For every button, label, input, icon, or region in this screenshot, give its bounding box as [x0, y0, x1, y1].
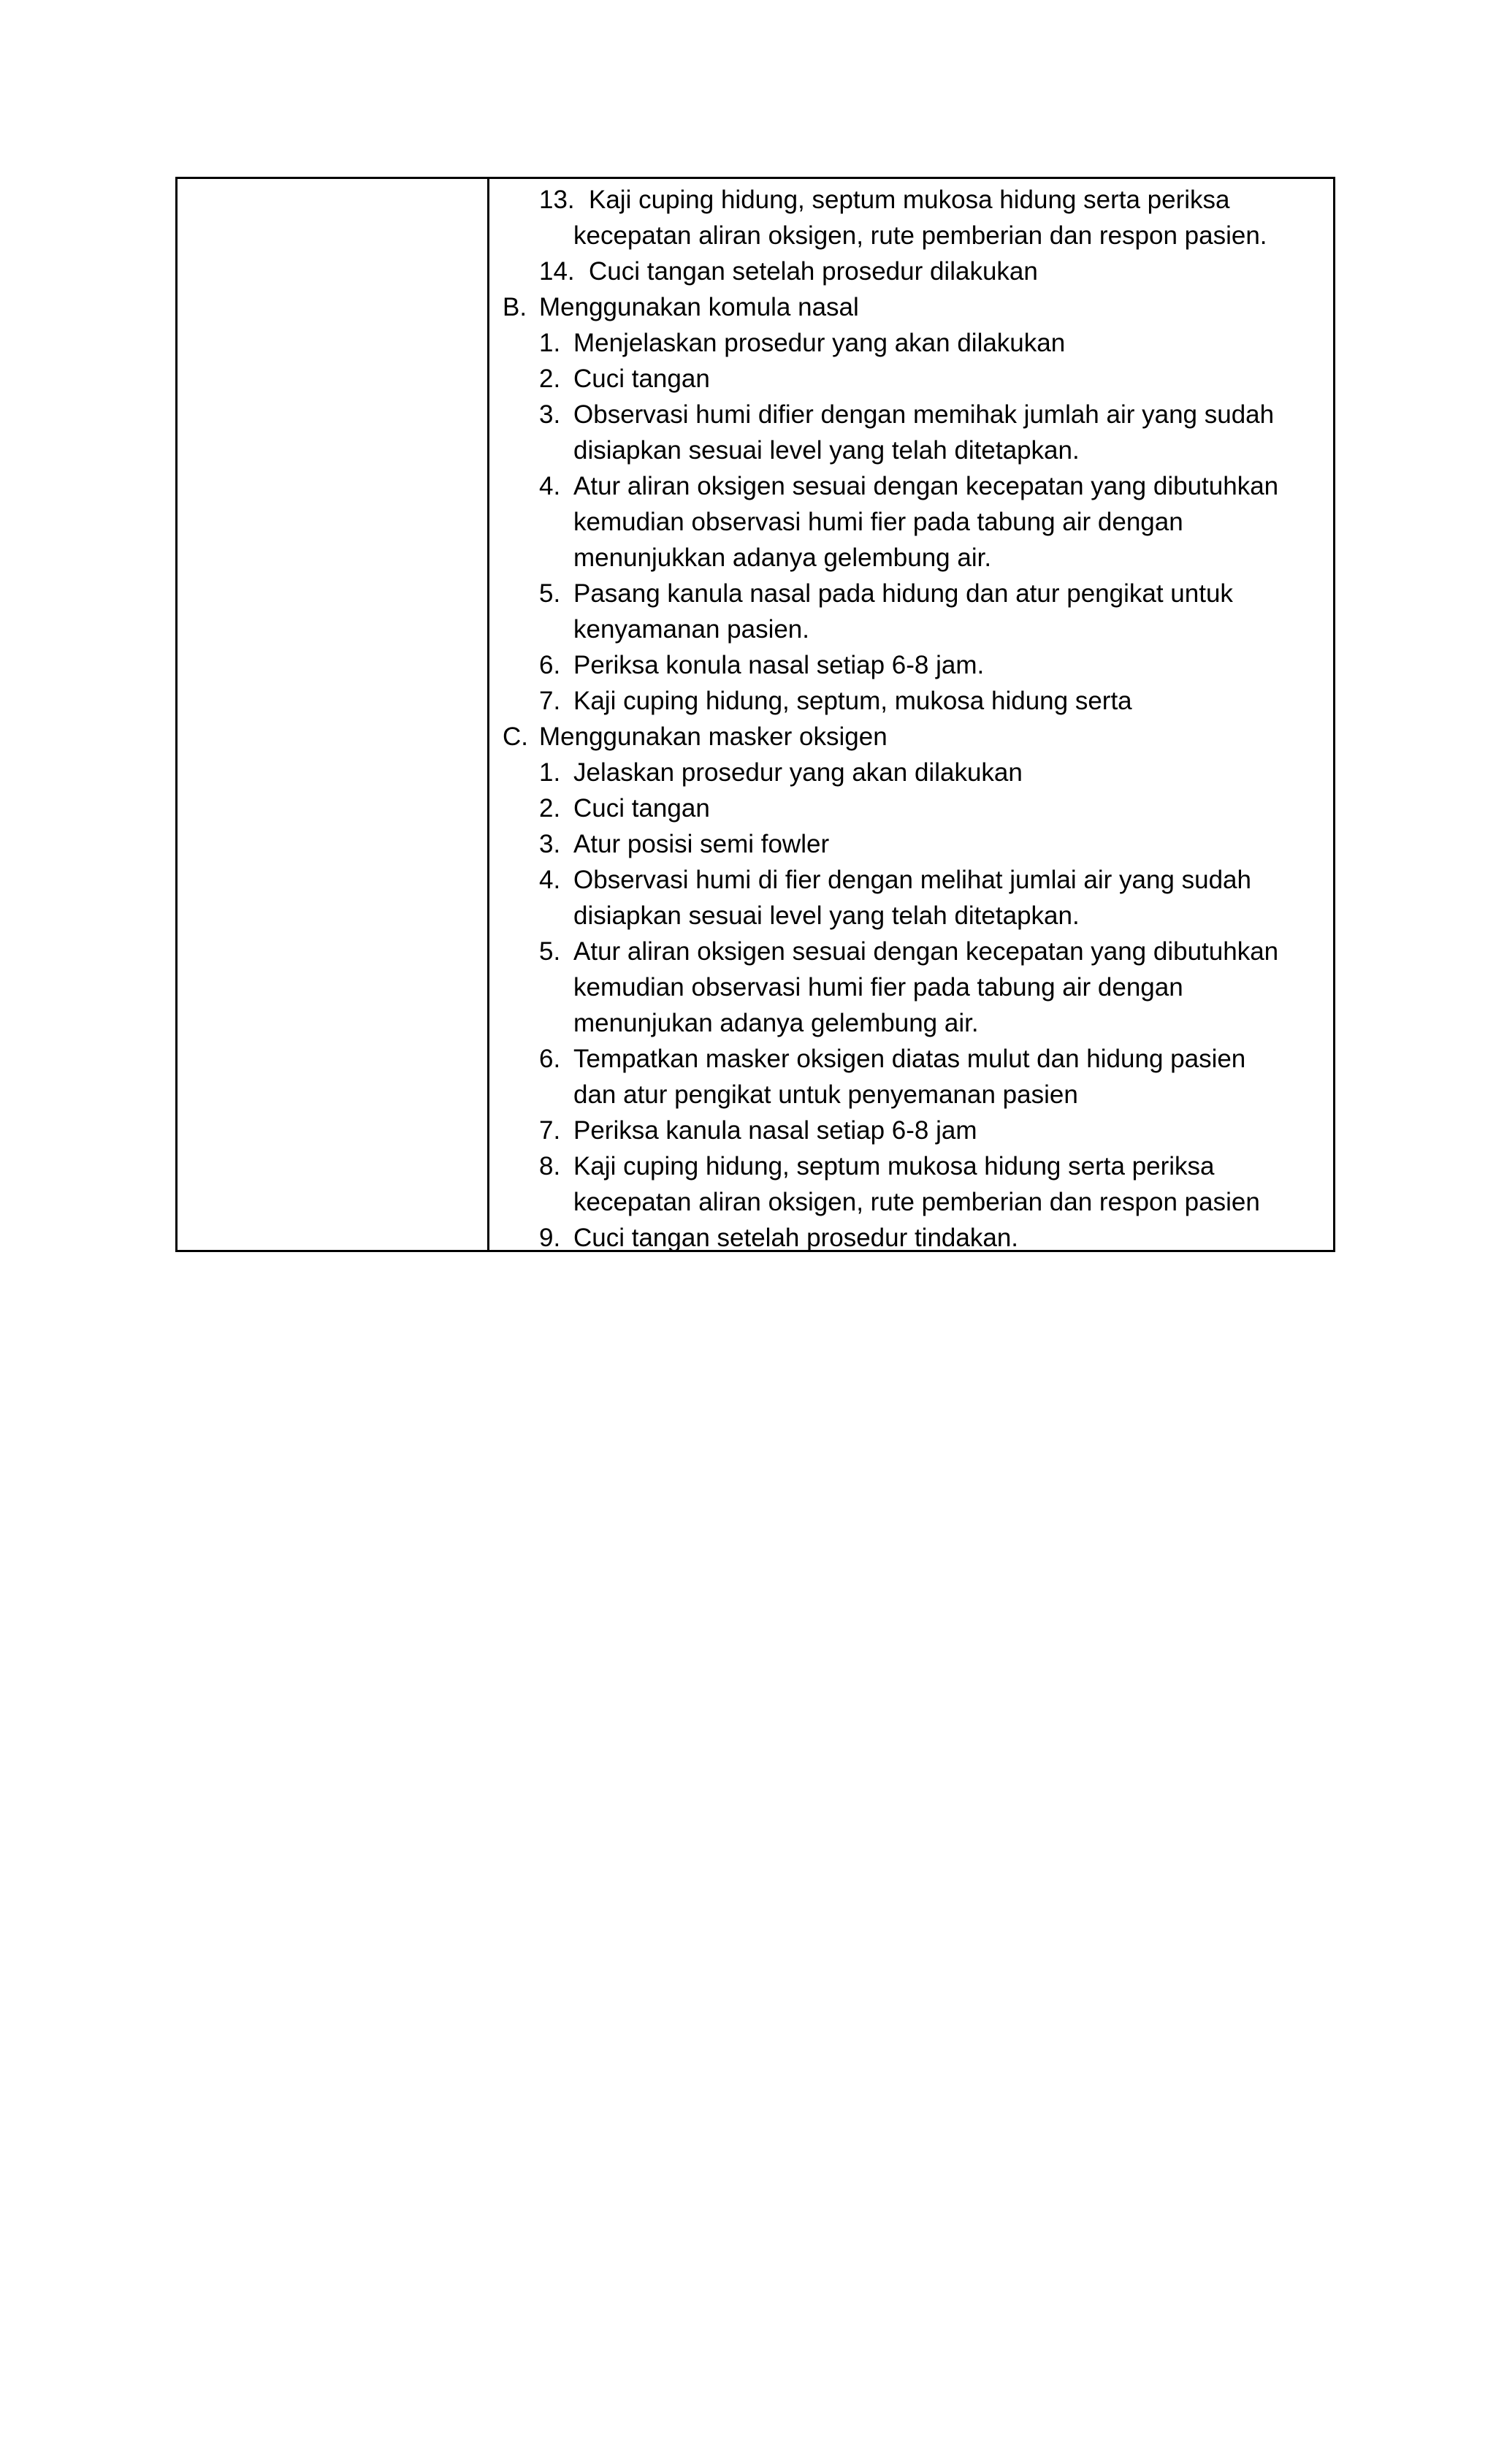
item-text: menunjukkan adanya gelembung air. [573, 543, 992, 572]
list-item-continuation [489, 1077, 1333, 1113]
table-left-cell [178, 179, 489, 1250]
item-text: Pasang kanula nasal pada hidung dan atur pengikat untuk [573, 579, 1233, 608]
section-letter: C. [503, 722, 528, 751]
list-item [489, 826, 1333, 862]
item-text: Jelaskan prosedur yang akan dilakukan [573, 758, 1023, 787]
item-text: menunjukan adanya gelembung air. [573, 1009, 979, 1037]
item-text: Cuci tangan [573, 794, 710, 823]
item-number: 1. [539, 758, 561, 787]
item-number: 7. [539, 1116, 561, 1145]
list-item [489, 361, 1333, 397]
item-text: kenyamanan pasien. [573, 615, 809, 644]
list-item [489, 397, 1333, 432]
section-heading-c [489, 719, 1333, 755]
item-number: 3. [539, 400, 561, 429]
item-text: Periksa konula nasal setiap 6-8 jam. [573, 651, 985, 679]
item-number: 4. [539, 866, 561, 894]
list-item [489, 253, 1333, 289]
item-number: 3. [539, 830, 561, 858]
list-item-continuation [489, 611, 1333, 647]
item-text: Cuci tangan setelah prosedur tindakan. [573, 1224, 1019, 1252]
item-number: 1. [539, 329, 561, 357]
item-text: disiapkan sesuai level yang telah ditetapkan. [573, 436, 1080, 465]
list-item [489, 325, 1333, 361]
section-title: Menggunakan masker oksigen [539, 722, 888, 751]
list-item-continuation [489, 1005, 1333, 1041]
item-text: Kaji cuping hidung, septum mukosa hidung serta periksa [573, 1152, 1215, 1180]
list-item [489, 1220, 1333, 1256]
list-item-continuation [489, 969, 1333, 1005]
item-number: 2. [539, 794, 561, 823]
item-text: kecepatan aliran oksigen, rute pemberian dan respon pasien. [573, 221, 1267, 250]
list-item [489, 647, 1333, 683]
procedure-table [175, 177, 1335, 1252]
item-text: Cuci tangan [573, 365, 710, 393]
item-text: Menjelaskan prosedur yang akan dilakukan [573, 329, 1066, 357]
item-text: Atur posisi semi fowler [573, 830, 830, 858]
item-number: 2. [539, 365, 561, 393]
item-number: 8. [539, 1152, 561, 1180]
item-number: 13. [539, 186, 575, 214]
item-text: kecepatan aliran oksigen, rute pemberian dan respon pasien [573, 1188, 1260, 1216]
list-item-continuation [489, 218, 1333, 253]
list-item [489, 576, 1333, 611]
list-item-continuation [489, 504, 1333, 540]
list-item-continuation [489, 540, 1333, 576]
item-number: 14. [539, 257, 575, 286]
item-number: 6. [539, 1045, 561, 1073]
list-item [489, 934, 1333, 969]
item-text: Kaji cuping hidung, septum, mukosa hidung serta [573, 687, 1132, 715]
item-number: 4. [539, 472, 561, 500]
list-item [489, 790, 1333, 826]
item-number: 5. [539, 579, 561, 608]
item-text: Tempatkan masker oksigen diatas mulut dan hidung pasien [573, 1045, 1246, 1073]
item-text: Atur aliran oksigen sesuai dengan kecepatan yang dibutuhkan [573, 937, 1279, 966]
list-item [489, 755, 1333, 790]
list-item-continuation [489, 898, 1333, 934]
list-item [489, 1148, 1333, 1184]
item-text: dan atur pengikat untuk penyemanan pasien [573, 1080, 1078, 1109]
item-text: kemudian observasi humi fier pada tabung air dengan [573, 973, 1183, 1002]
list-item [489, 182, 1333, 218]
item-text: Cuci tangan setelah prosedur dilakukan [589, 257, 1038, 286]
list-item [489, 683, 1333, 719]
item-text: Periksa kanula nasal setiap 6-8 jam [573, 1116, 977, 1145]
item-number: 5. [539, 937, 561, 966]
item-text: Observasi humi di fier dengan melihat jumlai air yang sudah [573, 866, 1251, 894]
section-heading-b [489, 289, 1333, 325]
item-number: 7. [539, 687, 561, 715]
table-right-cell [489, 179, 1333, 1250]
section-letter: B. [503, 293, 527, 321]
item-number: 9. [539, 1224, 561, 1252]
list-item [489, 468, 1333, 504]
item-text: kemudian observasi humi fier pada tabung air dengan [573, 508, 1183, 536]
section-title: Menggunakan komula nasal [539, 293, 859, 321]
list-item [489, 862, 1333, 898]
item-text: Atur aliran oksigen sesuai dengan kecepatan yang dibutuhkan [573, 472, 1279, 500]
list-item [489, 1113, 1333, 1148]
list-item [489, 1041, 1333, 1077]
item-text: Observasi humi difier dengan memihak jumlah air yang sudah [573, 400, 1275, 429]
list-item-continuation [489, 1184, 1333, 1220]
item-text: disiapkan sesuai level yang telah ditetapkan. [573, 901, 1080, 930]
item-text: Kaji cuping hidung, septum mukosa hidung serta periksa [589, 186, 1230, 214]
list-item-continuation [489, 432, 1333, 468]
item-number: 6. [539, 651, 561, 679]
